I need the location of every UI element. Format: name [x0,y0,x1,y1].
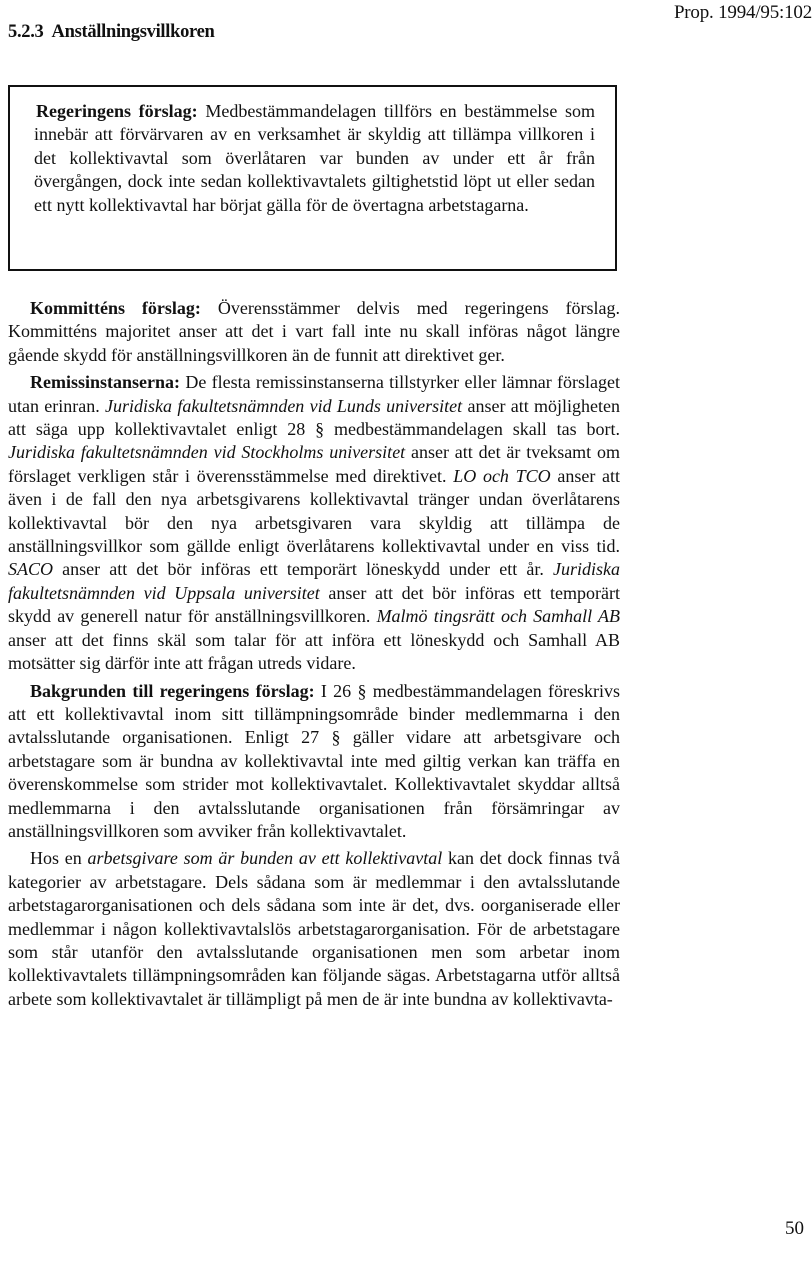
paragraph-referral-bodies: Remissinstanserna: De flesta remissinstanserna tillstyrker eller lämnar förslaget utan erinran. Juridiska fakultetsnämnden vid Lunds universitet anser att möjligheten att säga upp kollektivavtalet enligt 28 § medbestämmandelagen skall tas bort. Juridiska fakultetsnämnden vid Stockholms universitet anser att det är tveksamt om förslaget verkligen står i överensstämmelse med direktivet. LO och TCO anser att även i de fall den nya arbetsgivarens kollektivavtal tränger undan överlåtarens kollektivavtal bör den nya arbetsgivaren vara skyldig att tillämpa de anställningsvillkor som gällde enligt överlåtarens kollektivavtal under en viss tid. SACO anser att det bör införas ett temporärt löneskydd under ett år. Juridiska fakultetsnämnden vid Uppsala universitet anser att det bör införas ett temporärt skydd av generell natur för anställningsvillkoren. Malmö tingsrätt och Samhall AB anser att det finns skäl som talar för att införa ett löneskydd och Samhall AB motsätter sig därför inte att frågan utreds vidare. [8,372,621,674]
government-proposal-label: Regeringens förslag: [36,101,198,121]
body-text [8,297,620,1011]
section-number: 5.2.3 [8,22,44,42]
background-label: Bakgrunden till regeringens förslag: [30,680,315,701]
government-proposal-box [8,85,617,271]
committee-proposal-label: Kommitténs förslag: [30,298,201,318]
running-head: Prop. 1994/95:102 [673,2,812,23]
paragraph-background: Bakgrunden till regeringens förslag: I 26 § medbestämmandelagen föreskrivs att ett kollektivavtal inom sitt tillämpningsområde binder medlemmarna i den avtalsslutande organisationen. Enligt 27 § gäller vidare att arbetsgivare och arbetstagare som är bundna av kollektivavtal inte med giltig verkan kan träffa en överenskommelse som strider mot kollektivavtalet. Kollektivavtalet skyddar alltså medlemmarna i den avtalsslutande organisationen från försämringar av anställningsvillkoren som avviker från kollektivavtalet. [8,680,620,841]
paragraph-committee-proposal: Kommitténs förslag: Överensstämmer delvis med regeringens förslag. Kommitténs majoritet anser att det i vart fall inte nu skall införas något längre gående skydd för anställningsvillkoren än de funnit att direktivet ger. [8,298,621,365]
section-heading [8,22,215,43]
referral-body-name: LO och TCO [453,465,551,486]
referral-bodies-label: Remissinstanserna: [30,372,181,393]
government-proposal-text: Regeringens förslag: Medbestämmandelagen tillförs en bestämmelse som innebär att förvärvaren av en verksamhet är skyldig att tillämpa villkoren i det kollektivavtal som överlåtaren var bunden av under ett år från övergången, dock inte sedan kollektivavtalets giltighetstid löpt ut eller sedan ett nytt kollektivavtal har börjat gälla för de övertagna arbetstagarna. [34,101,595,215]
page-number: 50 [785,1218,804,1239]
referral-body-name: Juridiska fakultetsnämnden vid Lunds universitet [105,395,463,416]
emphasis-employer: arbetsgivare som är bunden av ett kollektivavtal [87,848,443,869]
referral-body-name: Malmö tingsrätt och Samhall AB [376,606,620,627]
paragraph-employer: Hos en arbetsgivare som är bunden av ett kollektivavtal kan det dock finnas två kategorier av arbetstagare. Dels sådana som är medlemmar i den avtalsslutande arbetstagarorganisationen och dels sådana som inte är det, dvs. oorganiserade eller medlemmar i någon kollektivavtalslös arbetstagarorganisation. För de arbetstagare som står utanför den avtalsslutande organisationen men som arbetar inom kollektivavtalets tillämpningsområden kan följande sägas. Arbetstagarna utför alltså arbete som kollektivavtalet är tillämpligt på men de är inte bundna av kollektivavta- [8,848,621,1009]
section-title: Anställningsvillkoren [51,22,215,42]
referral-body-name: SACO [8,559,53,580]
referral-body-name: Juridiska fakultetsnämnden vid Stockholms universitet [8,442,406,463]
referral-body-name: Juridiska fakultetsnämnden vid Uppsala universitet [8,559,620,603]
